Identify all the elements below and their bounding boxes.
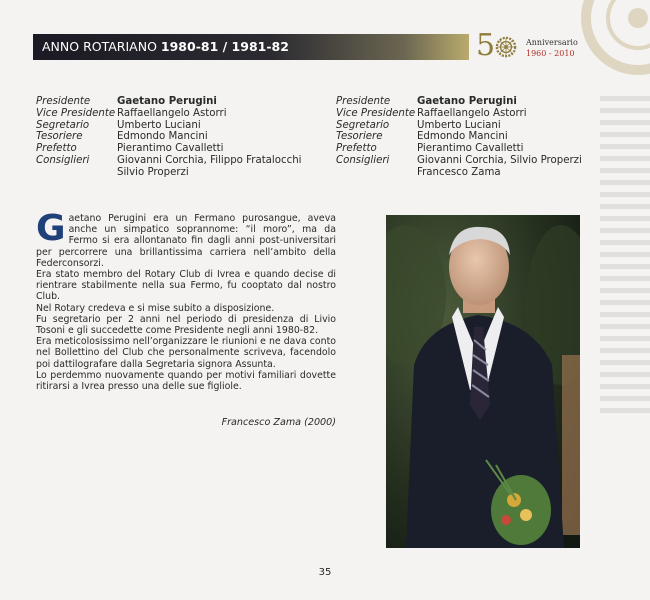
author-signature: Francesco Zama (2000)	[221, 417, 336, 428]
officer-row	[336, 167, 582, 179]
paragraph: Nel Rotary credeva e si mise subito a disposizione.	[36, 302, 275, 314]
paragraph: Lo perdemmo nuovamente quando per motivi familiari dovette ritirarsi a Ivrea presso una delle sue figliole.	[36, 369, 336, 393]
paragraph	[36, 208, 336, 269]
anniversary-logo	[476, 30, 586, 70]
officer-role: Segretario	[336, 119, 390, 131]
drop-cap: G	[36, 208, 66, 249]
officers-list-1981-82	[336, 96, 582, 179]
page-show-through	[600, 96, 650, 416]
portrait-photo	[386, 215, 580, 548]
officer-name: Silvio Properzi	[117, 166, 189, 178]
officer-name: Pierantimo Cavalletti	[117, 143, 224, 155]
year-header-band	[33, 34, 469, 60]
officer-row	[336, 96, 582, 108]
page-number: 35	[318, 567, 332, 578]
officer-row	[36, 131, 301, 143]
officer-name: Umberto Luciani	[417, 119, 501, 131]
officer-role: Tesoriere	[36, 131, 83, 143]
header-label-prefix: ANNO ROTARIANO	[42, 39, 157, 54]
paragraph: Era stato membro del Rotary Club di Ivrea e quando decise di rientrare stabilmente nella sua Fermo, fu cooptato dal nostro Club.	[36, 269, 336, 303]
paragraph: Fu segretario per 2 anni nel periodo di presidenza di Livio Tosoni e gli succedette come Presidente negli anni 1980-82.	[36, 313, 336, 337]
officer-name: Edmondo Mancini	[117, 131, 208, 143]
officer-role: Vice Presidente	[336, 107, 416, 119]
officer-row	[36, 96, 301, 108]
officer-name: Francesco Zama	[417, 166, 501, 178]
officer-role: Presidente	[36, 96, 91, 107]
officer-name: Umberto Luciani	[117, 119, 201, 131]
officers-list-1980-81	[36, 96, 301, 179]
officer-role: Presidente	[336, 96, 391, 107]
officer-role: Consiglieri	[336, 154, 390, 166]
officer-role	[336, 167, 417, 179]
officer-name: Raffaellangelo Astorri	[117, 107, 227, 119]
officer-row	[36, 143, 301, 155]
officer-row	[36, 108, 301, 120]
officer-name: Pierantimo Cavalletti	[417, 143, 524, 155]
officer-name: Gaetano Perugini	[417, 96, 517, 107]
officer-role	[36, 167, 117, 179]
header-label-years: 1980-81 / 1981-82	[160, 39, 289, 54]
officer-row	[336, 108, 582, 120]
officer-name: Raffaellangelo Astorri	[417, 107, 527, 119]
paragraph: Era meticolosissimo nell’organizzare le riunioni e ne dava conto nel Bollettino del Club che personalmente scriveva, facendolo poi dattilografare dalla Segretaria signora Assunta.	[36, 336, 336, 370]
officer-role: Consiglieri	[36, 154, 90, 166]
officer-name: Edmondo Mancini	[417, 131, 508, 143]
officer-role: Prefetto	[36, 143, 77, 155]
logo-number: 5	[476, 28, 496, 63]
officer-row	[336, 131, 582, 143]
officer-row	[36, 167, 301, 179]
officer-role: Segretario	[36, 119, 90, 131]
rotary-wheel-icon	[495, 36, 517, 58]
officer-role: Prefetto	[336, 143, 377, 155]
officer-row	[336, 120, 582, 132]
officer-name: Giovanni Corchia, Filippo Fratalocchi	[117, 154, 302, 166]
officer-role: Tesoriere	[336, 131, 383, 143]
officer-name: Giovanni Corchia, Silvio Properzi	[417, 154, 582, 166]
officer-row	[36, 155, 301, 167]
paragraph-text: aetano Perugini era un Fermano purosangue, aveva anche un simpatico soprannome: “il moro”, ma da Fermo si era allontanato fin dagli anni post-universitari per percorrere una brillantissima carriera nell’ambito della Federconsorzi.	[36, 213, 336, 269]
officer-role: Vice Presidente	[36, 107, 116, 119]
biography-text	[36, 208, 336, 393]
officer-name: Gaetano Perugini	[117, 96, 217, 107]
logo-years: 1960 - 2010	[526, 49, 575, 58]
logo-anniversary-label: Anniversario	[526, 38, 578, 47]
officer-row	[336, 143, 582, 155]
officer-row	[336, 155, 582, 167]
officer-row	[36, 120, 301, 132]
